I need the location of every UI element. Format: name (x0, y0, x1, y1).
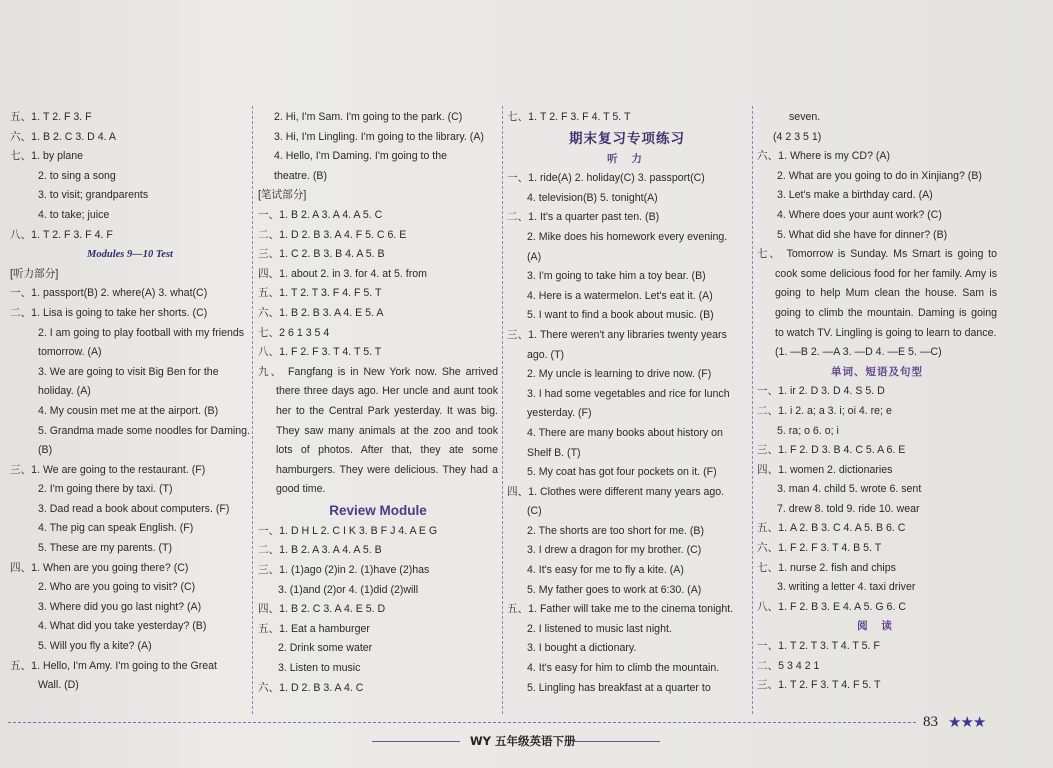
footer-divider (8, 722, 916, 723)
section-label: [笔试部分] (258, 189, 307, 202)
answer-line: 一、1. T 2. T 3. T 4. T 5. F (757, 640, 880, 653)
answer-line: 八、1. F 2. B 3. E 4. A 5. G 6. C (757, 600, 906, 613)
column-1 (10, 108, 250, 696)
answer-line: 一、1. D H L 2. C I K 3. B F J 4. A E G (258, 524, 438, 537)
answer-line: 2. Who are you going to visit? (C) (38, 581, 196, 594)
answer-line: 3. Where did you go last night? (A) (38, 600, 202, 613)
answer-line: 二、1. B 2. A 3. A 4. A 5. B (258, 544, 382, 557)
answer-line: Shelf B. (T) (527, 446, 581, 459)
answer-line: 5. I want to find a book about music. (B) (527, 309, 714, 322)
answer-line: tomorrow. (A) (38, 346, 102, 359)
answer-line: 3. writing a letter 4. taxi driver (777, 581, 916, 594)
answer-line: 一、1. passport(B) 2. where(A) 3. what(C) (10, 287, 208, 300)
answer-line: 5. These are my parents. (T) (38, 542, 173, 555)
answer-line: 二、1. i 2. a; a 3. i; oi 4. re; e (757, 404, 892, 417)
answer-line: theatre. (B) (274, 169, 327, 182)
answer-line: 八、1. F 2. F 3. T 4. T 5. T (258, 346, 382, 359)
answer-line: 一、1. ir 2. D 3. D 4. S 5. D (757, 385, 885, 398)
answer-line: 4. Where does your aunt work? (C) (777, 208, 942, 221)
answer-line: 3. We are going to visit Big Ben for the (38, 365, 219, 378)
answer-line: 7. drew 8. told 9. ride 10. wear (777, 502, 920, 515)
answer-line: 4. television(B) 5. tonight(A) (527, 191, 658, 204)
answer-line: seven. (789, 111, 821, 123)
column-divider (502, 106, 503, 714)
answer-line: 2. The shorts are too short for me. (B) (527, 524, 705, 537)
footer-rule-left (372, 741, 460, 742)
answer-line: 三、1. T 2. F 3. T 4. F 5. T (757, 679, 881, 692)
answer-line: 4. Hello, I'm Daming. I'm going to the (274, 150, 448, 163)
answer-line: 5. What did she have for dinner? (B) (777, 228, 948, 241)
answer-line: 七、1. by plane (10, 150, 84, 163)
footer-rule-right (572, 741, 660, 742)
answer-line: 4. It's easy for me to fly a kite. (A) (527, 564, 684, 577)
answer-line: 二、1. D 2. B 3. A 4. F 5. C 6. E (258, 228, 407, 241)
answer-line: holiday. (A) (38, 385, 91, 398)
answer-line: 4. Here is a watermelon. Let's eat it. (A) (527, 289, 713, 302)
answer-line: 三、1. C 2. B 3. B 4. A 5. B (258, 248, 385, 261)
book-title: WY 五年级英语下册 (470, 734, 576, 748)
answer-line: 七、2 6 1 3 5 4 (258, 326, 330, 339)
vocab-title: 单词、短语及句型 (831, 365, 923, 378)
reading-title: 阅 读 (857, 620, 897, 633)
answer-line: 5. ra; o 6. o; i (777, 424, 839, 437)
answer-line: 七、1. nurse 2. fish and chips (757, 561, 896, 574)
answer-line: 4. to take; juice (38, 208, 110, 221)
passage: 七、 Tomorrow is Sunday. Ms Smart is going to cook some delicious food for her family. Amy is going to help Mum clean the house. Sam is going to climb the mountain. Daming is going to watch TV. Lingling is going to learn to dance. (757, 248, 997, 339)
answer-line: 4. There are many books about history on (527, 426, 723, 439)
answer-line: 2. What are you going to do in Xinjiang? (B) (777, 169, 982, 182)
answer-line: 七、1. T 2. F 3. F 4. T 5. T (507, 111, 631, 123)
answer-line: 5. My father goes to work at 6:30. (A) (527, 583, 702, 596)
answer-line: 三、1. We are going to the restaurant. (F) (10, 463, 206, 476)
answer-line: 四、1. B 2. C 3. A 4. E 5. D (258, 603, 386, 616)
page-number: 83 (923, 714, 938, 730)
answer-line: 3. I drew a dragon for my brother. (C) (527, 544, 702, 557)
listening-title: 听 力 (607, 152, 647, 165)
answer-line: 5. Grandma made some noodles for Daming. (38, 424, 250, 437)
answer-line: 2. to sing a song (38, 169, 116, 182)
answer-line: 2. My uncle is learning to drive now. (F) (527, 368, 712, 381)
answer-line: 三、1. (1)ago (2)in 2. (1)have (2)has (258, 564, 430, 577)
answer-line: 2. I am going to play football with my friends (38, 326, 245, 339)
answer-line: 一、1. ride(A) 2. holiday(C) 3. passport(C) (507, 172, 705, 185)
answer-line: 4. What did you take yesterday? (B) (38, 620, 207, 633)
answer-line: 一、1. B 2. A 3. A 4. A 5. C (258, 208, 383, 221)
column-3 (507, 108, 747, 698)
answer-line: 2. Drink some water (278, 642, 373, 655)
answer-line: 八、1. T 2. F 3. F 4. F (10, 228, 113, 241)
column-4 (757, 108, 997, 696)
answer-line: 二、1. Lisa is going to take her shorts. (C) (10, 306, 208, 319)
answer-line: yesterday. (F) (527, 407, 592, 420)
answer-line: 六、1. B 2. C 3. D 4. A (10, 130, 116, 143)
column-divider (752, 106, 753, 714)
answer-line: 3. to visit; grandparents (38, 189, 149, 202)
answer-line: (C) (527, 505, 542, 518)
answer-line: 3. (1)and (2)or 4. (1)did (2)will (278, 583, 419, 596)
answer-line: (4 2 3 5 1) (773, 130, 822, 143)
answer-line: 六、1. Where is my CD? (A) (757, 150, 891, 163)
answer-line: 三、1. There weren't any libraries twenty years (507, 328, 727, 341)
answer-line: (1. —B 2. —A 3. —D 4. —E 5. —C) (775, 346, 942, 359)
answer-line: 5. My coat has got four pockets on it. (F) (527, 466, 717, 479)
answer-line: 五、1. Hello, I'm Amy. I'm going to the Great (10, 659, 217, 672)
answer-line: 2. I'm going there by taxi. (T) (38, 483, 173, 496)
answer-line: 五、1. Eat a hamburger (258, 622, 370, 635)
answer-line: 四、1. about 2. in 3. for 4. at 5. from (258, 267, 427, 280)
answer-line: 2. Mike does his homework every evening. (527, 230, 728, 243)
answer-line: 四、1. When are you going there? (C) (10, 561, 189, 574)
answer-line: 3. man 4. child 5. wrote 6. sent (777, 483, 922, 496)
answer-line: Wall. (D) (38, 679, 79, 692)
answer-line: 四、1. Clothes were different many years ago. (507, 485, 725, 498)
answer-line: 五、1. A 2. B 3. C 4. A 5. B 6. C (757, 522, 906, 535)
answer-line: ago. (T) (527, 348, 565, 361)
column-2 (258, 108, 498, 698)
star-rating-icon: ★★★ (948, 714, 986, 731)
answer-line: (B) (38, 444, 53, 457)
answer-line: 5. Lingling has breakfast at a quarter to (527, 681, 711, 694)
answer-line: 2. I listened to music last night. (527, 622, 672, 635)
answer-line: 二、1. It's a quarter past ten. (B) (507, 211, 660, 224)
answer-line: 三、1. F 2. D 3. B 4. C 5. A 6. E (757, 444, 906, 457)
column-divider (252, 106, 253, 714)
answer-line: 3. Let's make a birthday card. (A) (777, 189, 933, 202)
section-label: [听力部分] (10, 267, 59, 280)
answer-line: 3. I'm going to take him a toy bear. (B) (527, 270, 706, 283)
answer-line: 五、1. T 2. F 3. F (10, 111, 92, 123)
module-test-title: Modules 9—10 Test (87, 249, 173, 261)
answer-line: 五、1. T 2. T 3. F 4. F 5. T (258, 287, 382, 300)
answer-line: 五、1. Father will take me to the cinema tonight. (507, 603, 734, 616)
answer-line: 3. I bought a dictionary. (527, 642, 637, 655)
answer-line: 六、1. D 2. B 3. A 4. C (258, 681, 364, 694)
passage: 九、 Fangfang is in New York now. She arrived there three days ago. Her uncle and aunt took her to the Central Park yesterday. It was big. They saw many animals at the zoo and took lots of photos. After that, they ate some hamburgers. They were delicious. They had a good time. (258, 365, 498, 496)
answer-line: 四、1. women 2. dictionaries (757, 463, 893, 476)
answer-line: 六、1. B 2. B 3. A 4. E 5. A (258, 306, 384, 319)
answer-line: (A) (527, 250, 542, 263)
answer-line: 3. Hi, I'm Lingling. I'm going to the library. (A) (274, 130, 484, 143)
answer-line: 3. Dad read a book about computers. (F) (38, 502, 230, 515)
answer-line: 4. My cousin met me at the airport. (B) (38, 404, 219, 417)
answer-line: 3. Listen to music (278, 662, 361, 675)
final-review-title: 期末复习专项练习 (569, 130, 685, 147)
answer-line: 3. I had some vegetables and rice for lunch (527, 387, 730, 400)
answer-line: 4. It's easy for him to climb the mountain. (527, 662, 720, 675)
review-module-title: Review Module (329, 502, 427, 518)
answer-line: 二、5 3 4 2 1 (757, 659, 820, 672)
answer-line: 2. Hi, I'm Sam. I'm going to the park. (C) (274, 111, 463, 123)
answer-line: 5. Will you fly a kite? (A) (38, 640, 152, 653)
answer-line: 六、1. F 2. F 3. T 4. B 5. T (757, 542, 882, 555)
answer-line: 4. The pig can speak English. (F) (38, 522, 194, 535)
